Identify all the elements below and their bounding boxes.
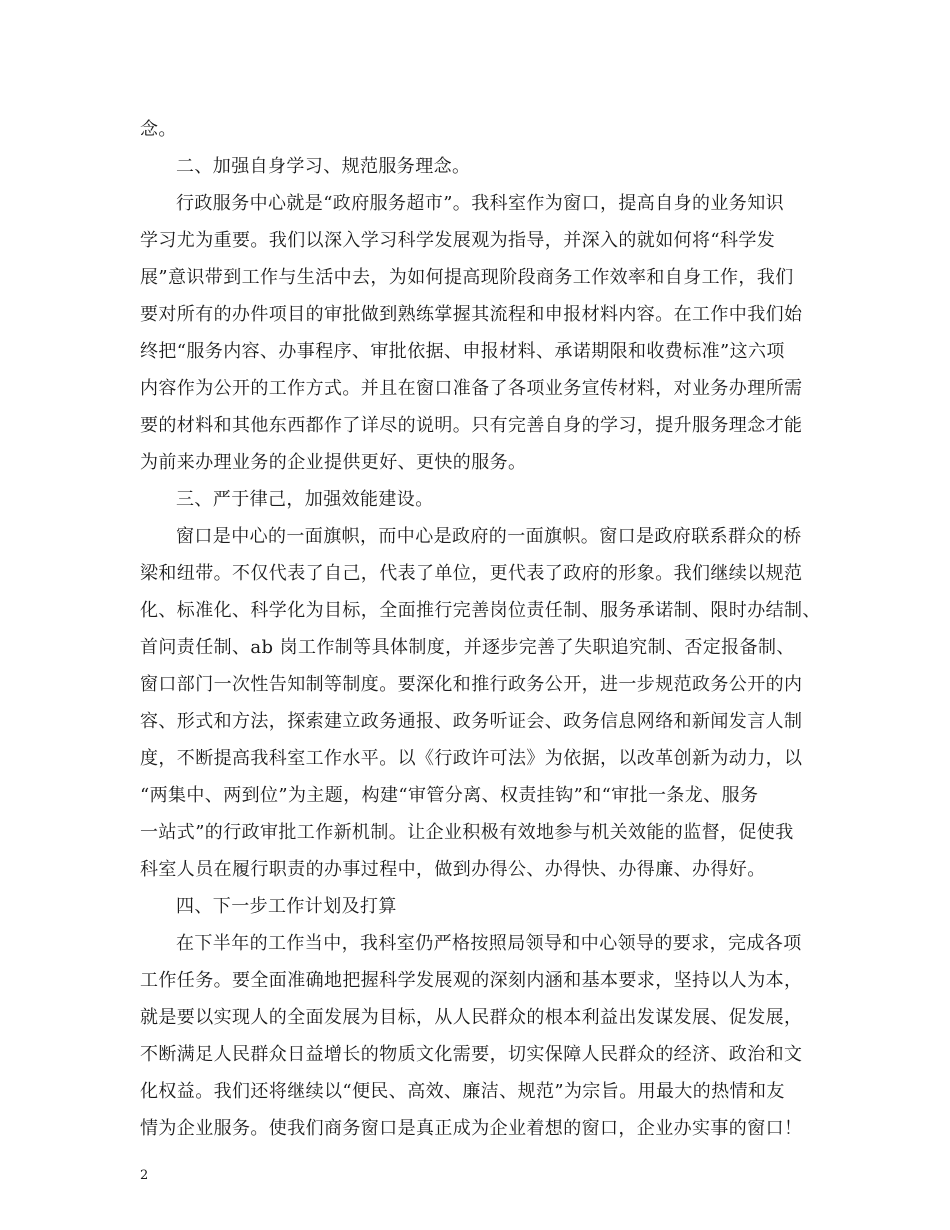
paragraph-line: 为前来办理业务的企业提供更好、更快的服务。	[140, 452, 527, 473]
paragraph-line: 不断满足人民群众日益增长的物质文化需要，切实保障人民群众的经济、政治和文	[140, 1044, 803, 1065]
paragraph-line: 念。	[140, 119, 177, 140]
paragraph-line: 情为企业服务。使我们商务窗口是真正成为企业着想的窗口，企业办实事的窗口！	[140, 1118, 803, 1139]
page-number: 2	[140, 1168, 149, 1183]
paragraph-line: 窗口部门一次性告知制等制度。要深化和推行政务公开，进一步规范政务公开的内	[140, 674, 803, 695]
paragraph-line: 行政服务中心就是“政府服务超市”。我科室作为窗口，提高自身的业务知识	[176, 193, 785, 214]
section-heading-2: 二、加强自身学习、规范服务理念。	[176, 156, 471, 177]
paragraph-line: 就是要以实现人的全面发展为目标，从人民群众的根本利益出发谋发展、促发展，	[140, 1007, 803, 1028]
paragraph-line: 度，不断提高我科室工作水平。以《行政许可法》为依据，以改革创新为动力，以	[140, 748, 803, 769]
paragraph-line: 在下半年的工作当中，我科室仍严格按照局领导和中心领导的要求，完成各项	[176, 933, 802, 954]
paragraph-line: 化权益。我们还将继续以“便民、高效、廉洁、规范”为宗旨。用最大的热情和友	[140, 1081, 785, 1102]
section-heading-4: 四、下一步工作计划及打算	[176, 896, 397, 917]
paragraph-line: “两集中、两到位”为主题，构建“审管分离、权责挂钩”和“审批一条龙、服务	[140, 785, 759, 806]
section-heading-3: 三、严于律己，加强效能建设。	[176, 489, 434, 510]
paragraph-line: 梁和纽带。不仅代表了自己，代表了单位，更代表了政府的形象。我们继续以规范	[140, 563, 803, 584]
paragraph-line: 学习尤为重要。我们以深入学习科学发展观为指导，并深入的就如何将“科学发	[140, 230, 776, 251]
paragraph-line: 终把“服务内容、办事程序、审批依据、申报材料、承诺期限和收费标准”这六项	[140, 341, 785, 362]
paragraph-line: 首问责任制、ab 岗工作制等具体制度，并逐步完善了失职追究制、否定报备制、	[140, 637, 795, 658]
paragraph-line: 化、标准化、科学化为目标，全面推行完善岗位责任制、服务承诺制、限时办结制、	[140, 600, 821, 621]
paragraph-line: 一站式”的行政审批工作新机制。让企业积极有效地参与机关效能的监督，促使我	[140, 822, 794, 843]
paragraph-line: 工作任务。要全面准确地把握科学发展观的深刻内涵和基本要求，坚持以人为本，	[140, 970, 803, 991]
paragraph-line: 要对所有的办件项目的审批做到熟练掌握其流程和申报材料内容。在工作中我们始	[140, 304, 803, 325]
paragraph-line: 窗口是中心的一面旗帜，而中心是政府的一面旗帜。窗口是政府联系群众的桥	[176, 526, 802, 547]
paragraph-line: 内容作为公开的工作方式。并且在窗口准备了各项业务宣传材料，对业务办理所需	[140, 378, 803, 399]
paragraph-line: 科室人员在履行职责的办事过程中，做到办得公、办得快、办得廉、办得好。	[140, 859, 766, 880]
paragraph-line: 容、形式和方法，探索建立政务通报、政务听证会、政务信息网络和新闻发言人制	[140, 711, 803, 732]
paragraph-line: 要的材料和其他东西都作了详尽的说明。只有完善自身的学习，提升服务理念才能	[140, 415, 803, 436]
paragraph-line: 展”意识带到工作与生活中去，为如何提高现阶段商务工作效率和自身工作，我们	[140, 267, 794, 288]
